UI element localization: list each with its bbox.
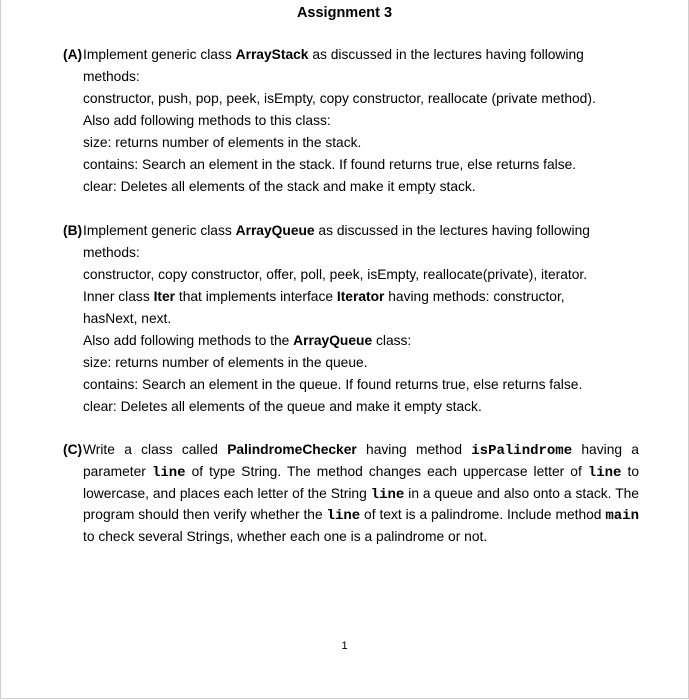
parameter-name-line: line <box>587 464 622 481</box>
section-a-text: Implement generic class <box>83 47 236 62</box>
section-a-line-5: size: returns number of elements in the stack. <box>83 135 362 150</box>
section-c-text: Write a class called <box>83 442 228 457</box>
class-name-arrayqueue: ArrayQueue <box>235 223 315 238</box>
section-c <box>63 440 639 547</box>
section-c-marker: (C) <box>63 442 83 457</box>
section-a <box>63 44 639 198</box>
section-c-text: in a queue and also onto a stack. The program should then verify whether the <box>83 485 639 523</box>
page-number: 1 <box>341 640 348 652</box>
interface-name-iterator: Iterator <box>336 289 385 304</box>
section-b-line-3: constructor, copy constructor, offer, poll, peek, isEmpty, reallocate(private), iterator. <box>83 267 588 282</box>
section-c-text: to lowercase, and places each letter of the String <box>83 463 639 501</box>
section-b-text: class: <box>372 333 412 348</box>
section-b <box>63 220 639 418</box>
section-b-line-9: clear: Deletes all elements of the queue and make it empty stack. <box>83 399 482 414</box>
section-b-line-1 <box>63 220 639 242</box>
section-a-text: as discussed in the lectures having following <box>308 47 584 62</box>
section-c-paragraph <box>63 440 639 547</box>
section-b-line-5: hasNext, next. <box>83 311 172 326</box>
section-b-text: Inner class <box>83 289 154 304</box>
section-b-marker: (B) <box>63 223 83 238</box>
method-name-main: main <box>605 508 639 525</box>
section-c-body <box>83 440 639 547</box>
section-a-line-6: contains: Search an element in the stack. If found returns true, else returns false. <box>83 157 577 172</box>
section-b-text: Also add following methods to the <box>83 333 294 348</box>
section-c-text: having method <box>356 442 472 457</box>
section-b-text: Implement generic class <box>83 223 236 238</box>
section-b-line-6 <box>63 330 639 352</box>
section-b-line-8: contains: Search an element in the queue. If found returns true, else returns false. <box>83 377 583 392</box>
section-b-text: that implements interface <box>175 289 337 304</box>
page-title: Assignment 3 <box>296 5 393 21</box>
section-c-text: of type String. The method changes each uppercase letter of <box>185 463 588 479</box>
section-c-text: having a parameter <box>83 442 639 479</box>
section-b-line-4 <box>63 286 639 308</box>
parameter-name-line: line <box>326 508 361 525</box>
section-b-text: as discussed in the lectures having following <box>314 223 590 238</box>
section-c-text: to check several Strings, whether each one is a palindrome or not. <box>83 529 488 545</box>
section-a-line-2: methods: <box>83 69 140 84</box>
class-name-arrayqueue: ArrayQueue <box>293 333 373 348</box>
section-a-line-7: clear: Deletes all elements of the stack and make it empty stack. <box>83 179 476 194</box>
section-a-marker: (A) <box>63 47 83 62</box>
class-name-palindromechecker: PalindromeChecker <box>227 442 357 457</box>
section-b-line-2: methods: <box>83 245 140 260</box>
section-a-line-1 <box>63 44 639 66</box>
section-b-line-7: size: returns number of elements in the queue. <box>83 355 368 370</box>
section-a-line-3: constructor, push, pop, peek, isEmpty, copy constructor, reallocate (private method). <box>83 91 596 106</box>
method-name-ispalindrome: isPalindrome <box>471 443 573 459</box>
section-b-text: having methods: constructor, <box>384 289 565 304</box>
section-c-text: of text is a palindrome. Include method <box>360 507 606 523</box>
class-name-arraystack: ArrayStack <box>235 47 309 62</box>
class-name-iter: Iter <box>153 289 176 304</box>
parameter-name-line: line <box>151 464 186 481</box>
parameter-name-line: line <box>370 486 405 503</box>
section-a-line-4: Also add following methods to this class: <box>83 113 331 128</box>
